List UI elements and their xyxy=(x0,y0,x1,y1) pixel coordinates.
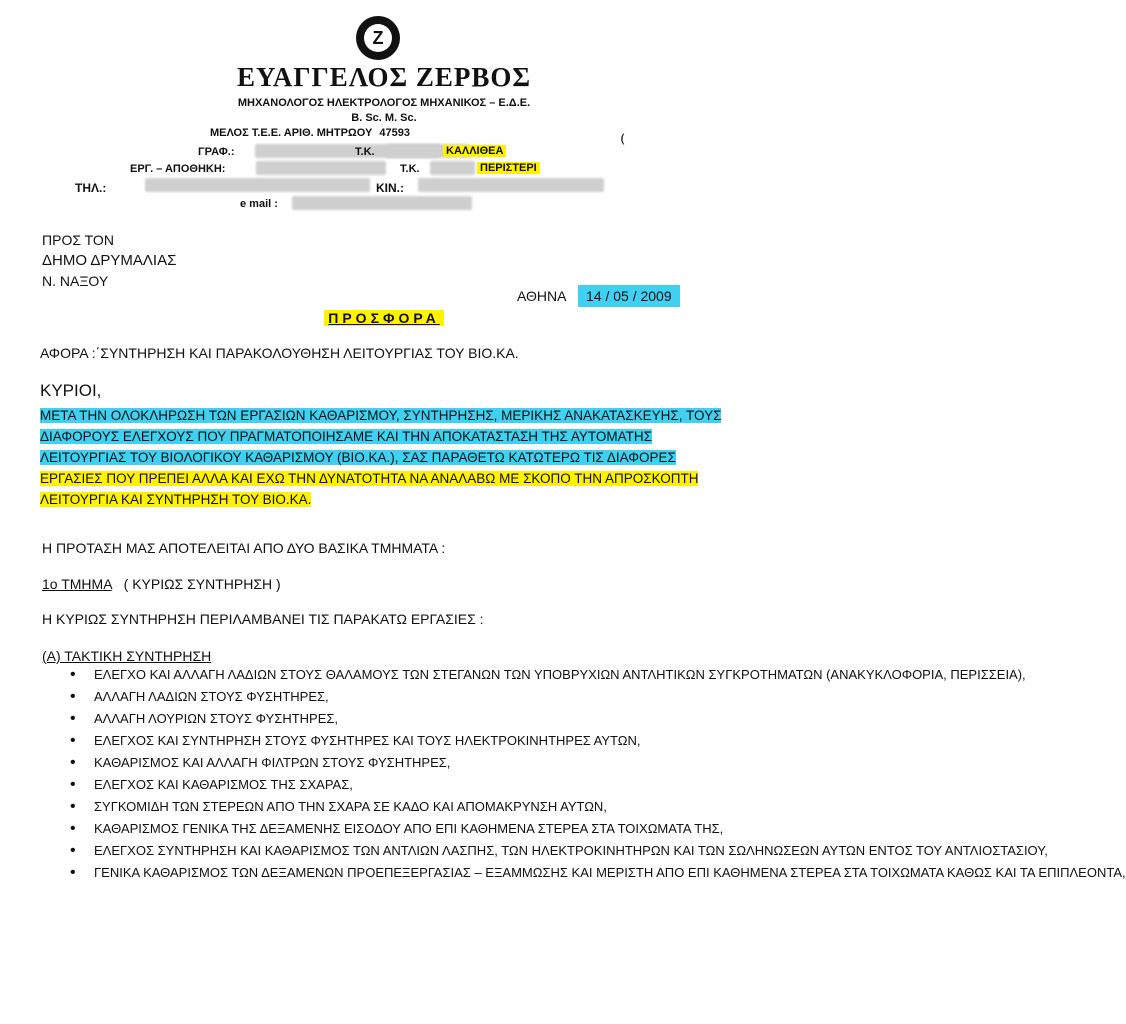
office-label: ΓΡΑΦ.: xyxy=(198,146,235,158)
maintenance-list xyxy=(70,665,1126,885)
list-item: • ΣΥΓΚΟΜΙΔΗ ΤΩΝ ΣΤΕΡΕΩΝ ΑΠΟ ΤΗΝ ΣΧΑΡΑ ΣΕ ΚΑΔΟ ΚΑΙ ΑΠΟΜΑΚΡΥΝΣΗ ΑΥΤΩΝ, xyxy=(70,797,730,816)
intro-paragraph xyxy=(40,405,740,510)
section-1-intro: Η ΚΥΡΙΩΣ ΣΥΝΤΗΡΗΣΗ ΠΕΡΙΛΑΜΒΑΝΕΙ ΤΙΣ ΠΑΡΑΚΑΤΩ ΕΡΓΑΣΙΕΣ : xyxy=(42,611,484,627)
section-1-note: ( ΚΥΡΙΩΣ ΣΥΝΤΗΡΗΣΗ ) xyxy=(123,576,281,592)
email-label: e mail : xyxy=(240,198,278,210)
warehouse-city: ΠΕΡΙΣΤΕΡΙ xyxy=(477,162,540,174)
handwritten-mark: ⁽ xyxy=(620,130,626,155)
recipient-line-2: ΔΗΜΟ ΔΡΥΜΑΛΙΑΣ xyxy=(42,252,177,269)
document-title xyxy=(0,310,768,326)
proposal-line: Η ΠΡΟΤΑΣΗ ΜΑΣ ΑΠΟΤΕΛΕΙΤΑΙ ΑΠΟ ΔΥΟ ΒΑΣΙΚΑ ΤΜΗΜΑΤΑ : xyxy=(42,540,446,556)
sender-profession: ΜΗΧΑΝΟΛΟΓΟΣ ΗΛΕΚΤΡΟΛΟΓΟΣ ΜΗΧΑΝΙΚΟΣ – Ε.Δ.Ε. xyxy=(237,97,531,109)
document-title-text: ΠΡΟΣΦΟΡΑ xyxy=(324,310,444,326)
salutation: ΚΥΡΙΟΙ, xyxy=(40,381,102,400)
paragraph-part-1: ΜΕΤΑ ΤΗΝ ΟΛΟΚΛΗΡΩΣΗ ΤΩΝ ΕΡΓΑΣΙΩΝ ΚΑΘΑΡΙΣΜΟΥ, xyxy=(40,408,404,423)
sender-degrees: B. Sc. M. Sc. xyxy=(351,112,417,124)
member-line xyxy=(210,127,410,139)
sender-name: ΕΥΑΓΓΕΛΟΣ ΖΕΡΒΟΣ xyxy=(236,62,532,92)
paragraph-part-3: ΕΡΓΑΣΙΕΣ ΠΟΥ ΠΡΕΠΕΙ ΑΛΛΑ ΚΑΙ ΕΧΩ ΤΗΝ ΔΥΝΑΤΟΤΗΤΑ ΝΑ ΑΝΑΛΑΒΩ ΜΕ ΣΚΟΠΟ ΤΗΝ ΑΠΡΟΣΚΟΠΤΗ ΛΕΙΤΟΥΡΓΙΑ ΚΑΙ ΣΥΝΤΗΡΗΣΗ ΤΟΥ ΒΙΟ.ΚΑ. xyxy=(40,471,699,507)
subject-line: ΑΦΟΡΑ :΄ΣΥΝΤΗΡΗΣΗ ΚΑΙ ΠΑΡΑΚΟΛΟΥΘΗΣΗ ΛΕΙΤΟΥΡΓΙΑΣ ΤΟΥ ΒΙΟ.ΚΑ. xyxy=(40,345,519,361)
email-redacted xyxy=(292,196,472,215)
office-tk-label: Τ.Κ. xyxy=(355,146,375,158)
list-item: • ΚΑΘΑΡΙΣΜΟΣ ΚΑΙ ΑΛΛΑΓΗ ΦΙΛΤΡΩΝ ΣΤΟΥΣ ΦΥΣΗΤΗΡΕΣ, xyxy=(70,753,730,772)
section-1-heading xyxy=(42,576,281,592)
sub-heading-regular-maintenance: (Α) ΤΑΚΤΙΚΗ ΣΥΝΤΗΡΗΣΗ xyxy=(42,648,212,664)
date-value: 14 / 05 / 2009 xyxy=(578,285,680,307)
section-1-title: 1ο ΤΜΗΜΑ xyxy=(42,576,112,592)
list-item: • ΕΛΕΓΧΟ ΚΑΙ ΑΛΛΑΓΗ ΛΑΔΙΩΝ ΣΤΟΥΣ ΘΑΛΑΜΟΥΣ ΤΩΝ ΣΤΕΓΑΝΩΝ ΤΩΝ ΥΠΟΒΡΥΧΙΩΝ ΑΝΤΛΗΤΙΚΩΝ ΣΥΓΚΡΟΤΗΜΑΤΩΝ (ΑΝΑΚΥΚΛΟΦΟΡΙΑ, ΠΕΡΙΣΣΕΙΑ), xyxy=(70,665,730,684)
list-item: • ΓΕΝΙΚΑ ΚΑΘΑΡΙΣΜΟΣ ΤΩΝ ΔΕΞΑΜΕΝΩΝ ΠΡΟΕΠΕΞΕΡΓΑΣΙΑΣ – ΕΞΑΜΜΩΣΗΣ ΚΑΙ ΜΕΡΙΣΤΗ ΑΠΟ ΕΠΙ ΚΑΘΗΜΕΝΑ ΣΤΕΡΕΑ ΣΤΑ ΤΟΙΧΩΜΑΤΑ ΚΑΘΩΣ ΚΑΙ ΤΑ ΕΠΙΠΛΕΟΝΤΑ, xyxy=(70,863,730,882)
mobile-label: ΚΙΝ.: xyxy=(376,181,404,195)
list-item: • ΚΑΘΑΡΙΣΜΟΣ ΓΕΝΙΚΑ ΤΗΣ ΔΕΞΑΜΕΝΗΣ ΕΙΣΟΔΟΥ ΑΠΟ ΕΠΙ ΚΑΘΗΜΕΝΑ ΣΤΕΡΕΑ ΣΤΑ ΤΟΙΧΩΜΑΤΑ ΤΗΣ, xyxy=(70,819,730,838)
paragraph-part-2: ΣΥΝΤΗΡΗΣΗΣ, ΜΕΡΙΚΗΣ ΑΝΑΚΑΤΑΣΚΕΥΗΣ, ΤΟΥΣ ΔΙΑΦΟΡΟΥΣ ΕΛΕΓΧΟΥΣ ΠΟΥ ΠΡΑΓΜΑΤΟΠΟΙΗΣΑΜΕ ΚΑΙ ΤΗΝ ΑΠΟΚΑΤΑΣΤΑΣΗ ΤΗΣ ΑΥΤΟΜΑΤΗΣ ΛΕΙΤΟΥΡΓΙΑΣ ΤΟΥ ΒΙΟΛΟΓΙΚΟΥ ΚΑΘΑΡΙΣΜΟΥ (ΒΙΟ.ΚΑ.), ΣΑΣ ΠΑΡΑΘΕΤΩ ΚΑΤΩΤΕΡΩ ΤΙΣ ΔΙΑΦΟΡΕΣ xyxy=(40,408,722,465)
list-item: • ΕΛΕΓΧΟΣ ΚΑΙ ΣΥΝΤΗΡΗΣΗ ΣΤΟΥΣ ΦΥΣΗΤΗΡΕΣ ΚΑΙ ΤΟΥΣ ΗΛΕΚΤΡΟΚΙΝΗΤΗΡΕΣ ΑΥΤΩΝ, xyxy=(70,731,730,750)
member-number: 47593 xyxy=(379,127,410,139)
list-item: • ΑΛΛΑΓΗ ΛΑΔΙΩΝ ΣΤΟΥΣ ΦΥΣΗΤΗΡΕΣ, xyxy=(70,687,730,706)
list-item: • ΕΛΕΓΧΟΣ ΚΑΙ ΚΑΘΑΡΙΣΜΟΣ ΤΗΣ ΣΧΑΡΑΣ, xyxy=(70,775,730,794)
list-item: • ΑΛΛΑΓΗ ΛΟΥΡΙΩΝ ΣΤΟΥΣ ΦΥΣΗΤΗΡΕΣ, xyxy=(70,709,730,728)
logo-letter: Z xyxy=(364,24,392,52)
mobile-redacted xyxy=(418,178,604,197)
warehouse-label: ΕΡΓ. – ΑΠΟΘΗΚΗ: xyxy=(130,163,226,175)
member-label: ΜΕΛΟΣ Τ.Ε.Ε. ΑΡΙΘ. ΜΗΤΡΩΟΥ xyxy=(210,127,373,139)
date-place: ΑΘΗΝΑ xyxy=(517,288,567,304)
list-item: • ΕΛΕΓΧΟΣ ΣΥΝΤΗΡΗΣΗ ΚΑΙ ΚΑΘΑΡΙΣΜΟΣ ΤΩΝ ΑΝΤΛΙΩΝ ΛΑΣΠΗΣ, ΤΩΝ ΗΛΕΚΤΡΟΚΙΝΗΤΗΡΩΝ ΚΑΙ ΤΩΝ ΣΩΛΗΝΩΣΕΩΝ ΑΥΤΩΝ ΕΝΤΟΣ ΤΟΥ ΑΝΤΛΙΟΣΤΑΣΙΟΥ, xyxy=(70,841,730,860)
company-logo xyxy=(356,16,400,60)
office-city: ΚΑΛΛΙΘΕΑ xyxy=(443,145,506,157)
recipient-line-1: ΠΡΟΣ ΤΟΝ xyxy=(42,232,114,248)
warehouse-tk-label: Τ.Κ. xyxy=(400,163,420,175)
recipient-line-3: Ν. ΝΑΞΟΥ xyxy=(42,273,109,289)
phone-label: ΤΗΛ.: xyxy=(75,181,107,195)
phone-redacted xyxy=(145,178,370,197)
